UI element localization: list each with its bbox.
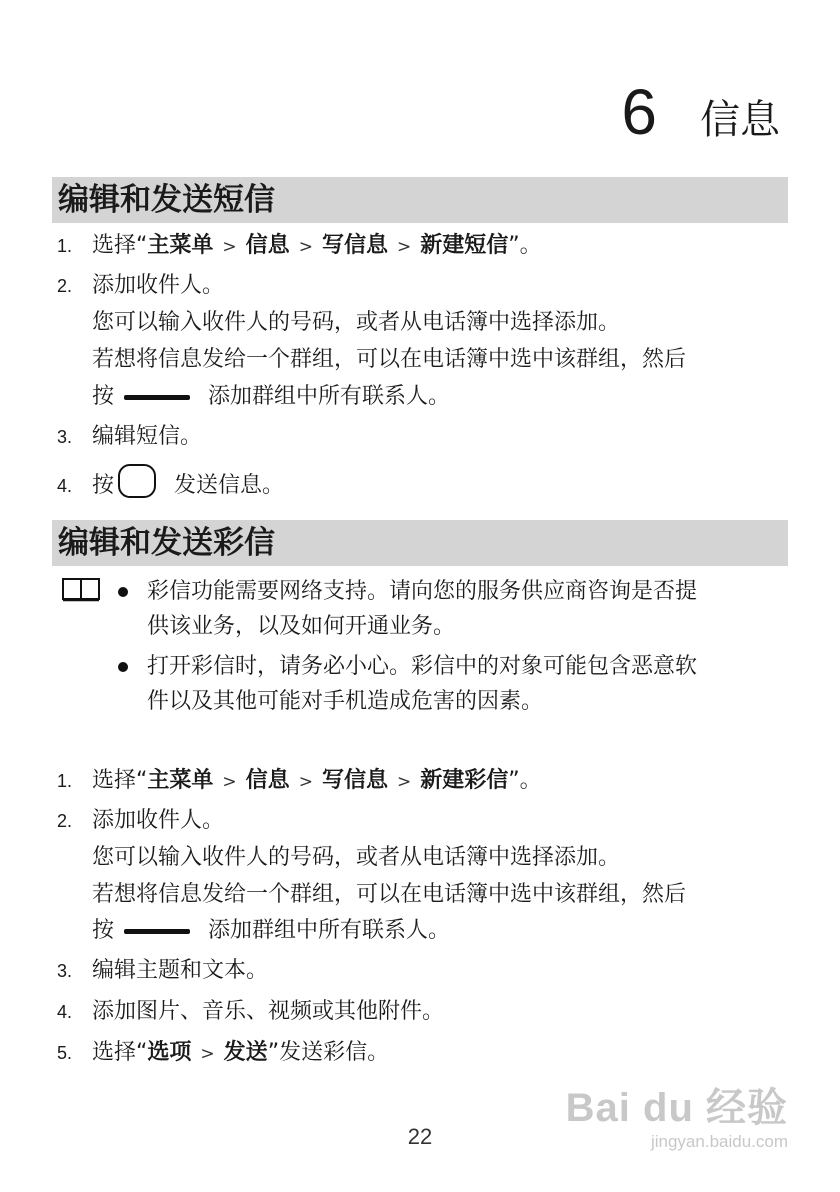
step-text: 选择“主菜单 > 信息 > 写信息 > 新建短信”。 [92,233,542,258]
step-number: 1. [57,771,73,791]
dash-key-icon [124,929,190,934]
step-text: 编辑主题和文本。 [92,958,269,983]
dash-key-icon [124,395,190,400]
note-bullet-1: 彩信功能需要网络支持。请向您的服务供应商咨询是否提 供该业务，以及如何开通业务。 [147,579,698,639]
step-number: 4. [57,476,73,496]
round-key-icon [118,464,156,498]
step-text: 编辑短信。 [92,424,203,449]
mms-section-header [52,520,788,566]
note-bullet-2: 打开彩信时，请务必小心。彩信中的对象可能包含恶意软 件以及其他可能对手机造成危害的因素。 [147,654,698,714]
book-icon [62,578,100,602]
baidu-logo: Bai du 经验 [565,1086,788,1130]
step-number: 3. [57,961,73,981]
step-text-line: 若想将信息发给一个群组，可以在电话簿中选中该群组，然后 [92,882,687,907]
step-text-line: 若想将信息发给一个群组，可以在电话簿中选中该群组，然后 [92,347,687,372]
step-number: 2. [57,811,73,831]
step-number: 3. [57,427,73,447]
step-text: 选择“主菜单 > 信息 > 写信息 > 新建彩信”。 [92,768,542,793]
step-text-line: 您可以输入收件人的号码，或者从电话簿中选择添加。 [92,310,621,335]
chapter-title: 信息 [700,97,780,143]
step-text-line: 按 添加群组中所有联系人。 [92,384,451,409]
step-number: 2. [57,276,73,296]
step-number: 1. [57,236,73,256]
watermark-url: jingyan.baidu.com [650,1132,788,1151]
page-number: 22 [407,1124,433,1149]
step-number: 4. [57,1002,73,1022]
step-text: 添加图片、音乐、视频或其他附件。 [92,999,445,1024]
sms-section-header [52,177,788,223]
sms-section-title: 编辑和发送短信 [58,182,275,218]
step-text: 按 发送信息。 [92,471,284,501]
bullet-dot [118,662,128,672]
step-text-line: 添加收件人。 [92,808,225,833]
step-number: 5. [57,1043,73,1063]
step-text-line: 添加收件人。 [92,273,225,298]
chapter-number: 6 [621,76,657,148]
step-text: 选择“选项 > 发送”发送彩信。 [92,1040,390,1065]
step-text-line: 按 添加群组中所有联系人。 [92,918,451,943]
step-text-line: 您可以输入收件人的号码，或者从电话簿中选择添加。 [92,845,621,870]
watermark [566,1088,788,1152]
mms-section-title: 编辑和发送彩信 [58,525,275,561]
bullet-dot [118,587,128,597]
